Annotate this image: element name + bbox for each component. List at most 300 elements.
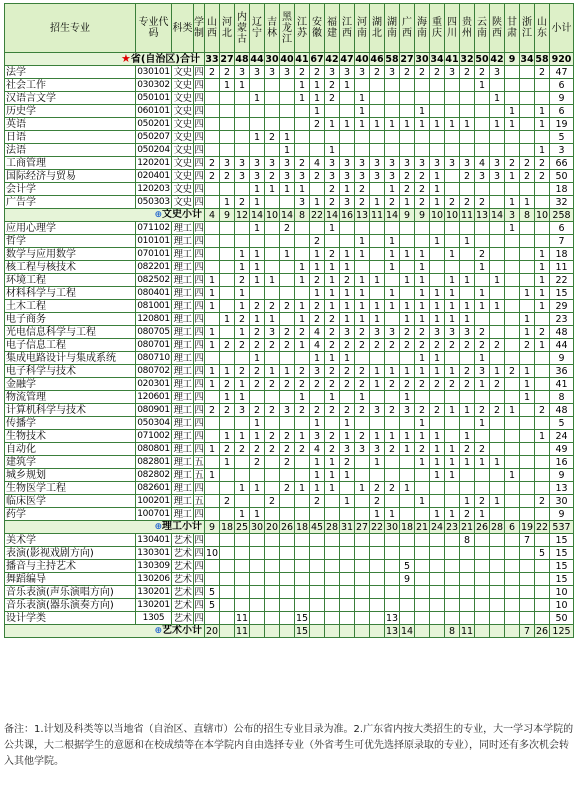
quota-cell: 1 <box>385 430 400 443</box>
quota-cell: 1 <box>400 482 415 495</box>
major-code: 082802 <box>137 469 170 480</box>
quota-cell <box>385 313 400 326</box>
major-name: 土木工程 <box>5 300 136 313</box>
major-code: 030302 <box>137 79 170 90</box>
quota-cell: 2 <box>385 443 400 456</box>
quota-cell: 1 <box>325 482 340 495</box>
quota-cell: 1 <box>520 313 535 326</box>
quota-cell: 3 <box>400 404 415 417</box>
quota-cell <box>505 248 520 261</box>
quota-cell <box>220 105 235 118</box>
quota-cell: 2 <box>535 326 550 339</box>
subtotal-row <box>5 521 574 534</box>
quota-cell: 2 <box>490 404 505 417</box>
quota-cell: 1 <box>430 352 445 365</box>
quota-cell: 2 <box>430 66 445 79</box>
table-row <box>5 222 574 235</box>
quota-cell: 1 <box>445 443 460 456</box>
quota-cell <box>280 92 295 105</box>
quota-cell <box>430 573 445 586</box>
quota-cell <box>385 586 400 599</box>
grand-total-value: 58 <box>385 53 399 65</box>
grand-total-label: 省(自治区)合计 <box>130 54 200 65</box>
major-years: 四 <box>194 430 204 442</box>
quota-cell: 1 <box>475 79 490 92</box>
quota-cell: 2 <box>220 404 235 417</box>
quota-cell: 2 <box>325 404 340 417</box>
quota-cell: 2 <box>355 365 370 378</box>
quota-cell: 1 <box>325 144 340 157</box>
quota-cell <box>520 235 535 248</box>
quota-cell <box>235 586 250 599</box>
quota-cell <box>370 547 385 560</box>
major-name: 光电信息科学与工程 <box>5 326 136 339</box>
subtotal-value <box>475 625 490 638</box>
major-code: 050207 <box>137 131 170 142</box>
quota-cell <box>445 352 460 365</box>
quota-cell <box>265 105 280 118</box>
quota-cell <box>355 495 370 508</box>
quota-cell: 1 <box>520 196 535 209</box>
quota-cell <box>445 599 460 612</box>
major-code: 082601 <box>137 482 170 493</box>
grand-total-value: 41 <box>295 53 309 65</box>
subtotal-value <box>370 625 385 638</box>
quota-cell: 2 <box>265 339 280 352</box>
major-type: 理工 <box>173 326 192 338</box>
subtotal-value: 9 <box>220 209 235 222</box>
quota-cell <box>280 547 295 560</box>
major-type: 艺术 <box>173 547 192 559</box>
quota-cell <box>490 326 505 339</box>
major-code: 130206 <box>137 573 170 584</box>
quota-cell: 1 <box>250 92 265 105</box>
quota-cell <box>220 300 235 313</box>
quota-cell: 2 <box>265 443 280 456</box>
quota-cell <box>325 612 340 625</box>
quota-cell: 1 <box>220 456 235 469</box>
quota-cell <box>400 144 415 157</box>
major-type: 文史 <box>173 92 192 104</box>
quota-cell <box>370 586 385 599</box>
subtotal-value: 27 <box>355 521 369 533</box>
quota-cell: 1 <box>520 378 535 391</box>
quota-cell: 19 <box>550 118 574 131</box>
header-province: 四川 <box>445 4 460 53</box>
subtotal-value: 14 <box>250 209 264 221</box>
quota-cell <box>295 599 310 612</box>
quota-cell <box>400 586 415 599</box>
quota-cell: 1 <box>340 352 355 365</box>
major-name: 社会工作 <box>5 79 136 92</box>
quota-cell <box>490 248 505 261</box>
major-name: 数学与应用数学 <box>5 248 136 261</box>
quota-cell: 2 <box>250 378 265 391</box>
quota-cell <box>385 105 400 118</box>
quota-cell <box>415 547 430 560</box>
quota-cell <box>220 222 235 235</box>
quota-cell <box>430 391 445 404</box>
subtotal-value: 15 <box>295 625 309 637</box>
quota-cell <box>355 586 370 599</box>
quota-cell <box>370 144 385 157</box>
quota-cell <box>280 79 295 92</box>
quota-cell <box>220 118 235 131</box>
major-name: 电子信息工程 <box>5 339 136 352</box>
header-province: 吉林 <box>265 4 280 53</box>
header-total: 小计 <box>550 4 574 53</box>
major-code: 120801 <box>137 313 170 324</box>
major-years: 四 <box>194 261 204 273</box>
table-row <box>5 404 574 417</box>
quota-cell <box>535 612 550 625</box>
quota-cell <box>235 495 250 508</box>
quota-cell: 1 <box>400 118 415 131</box>
quota-cell: 1 <box>250 313 265 326</box>
subtotal-value: 14 <box>385 209 399 221</box>
table-row <box>5 612 574 625</box>
quota-cell <box>220 417 235 430</box>
quota-cell <box>490 430 505 443</box>
quota-cell <box>235 144 250 157</box>
quota-cell: 1 <box>310 79 325 92</box>
quota-cell <box>415 131 430 144</box>
quota-cell: 1 <box>385 118 400 131</box>
quota-cell: 1 <box>295 313 310 326</box>
quota-cell <box>370 469 385 482</box>
quota-cell: 3 <box>415 157 430 170</box>
quota-cell: 2 <box>205 170 220 183</box>
quota-cell <box>220 508 235 521</box>
grand-total-value: 42 <box>325 53 339 65</box>
quota-cell: 2 <box>430 339 445 352</box>
subtotal-value: 19 <box>520 521 534 533</box>
quota-cell: 3 <box>490 157 505 170</box>
quota-cell: 1 <box>340 118 355 131</box>
quota-cell <box>490 261 505 274</box>
quota-cell: 16 <box>550 456 574 469</box>
quota-cell <box>535 456 550 469</box>
header-code: 专业代码 <box>136 4 172 53</box>
quota-cell <box>265 534 280 547</box>
quota-cell: 1 <box>520 365 535 378</box>
subtotal-value <box>280 625 295 638</box>
quota-cell <box>520 495 535 508</box>
quota-cell <box>205 430 220 443</box>
subtotal-value: 31 <box>340 521 354 533</box>
subtotal-value: 20 <box>265 521 279 533</box>
major-name: 会计学 <box>5 183 136 196</box>
major-name: 建筑学 <box>5 456 136 469</box>
header-years: 学制 <box>194 4 205 53</box>
quota-cell: 2 <box>265 131 280 144</box>
quota-cell <box>400 612 415 625</box>
table-row <box>5 183 574 196</box>
quota-cell <box>205 261 220 274</box>
quota-cell <box>325 586 340 599</box>
table-row <box>5 469 574 482</box>
table-row <box>5 391 574 404</box>
quota-cell <box>385 495 400 508</box>
quota-cell: 1 <box>400 365 415 378</box>
major-years: 四 <box>194 612 204 624</box>
major-code: 020301 <box>137 378 170 389</box>
major-type: 理工 <box>173 365 192 377</box>
table-row <box>5 560 574 573</box>
subtotal-value <box>355 625 370 638</box>
quota-cell <box>475 573 490 586</box>
quota-cell <box>280 105 295 118</box>
quota-cell: 2 <box>280 222 295 235</box>
quota-cell <box>535 469 550 482</box>
quota-cell <box>205 482 220 495</box>
quota-cell: 13 <box>550 482 574 495</box>
quota-cell <box>460 131 475 144</box>
quota-cell <box>460 79 475 92</box>
major-type: 文史 <box>173 196 192 208</box>
quota-cell: 36 <box>550 365 574 378</box>
quota-cell <box>520 118 535 131</box>
quota-cell <box>490 235 505 248</box>
quota-cell: 2 <box>250 365 265 378</box>
major-name: 音乐表演(器乐演奏方向) <box>5 599 136 612</box>
quota-cell <box>400 417 415 430</box>
quota-cell <box>475 144 490 157</box>
quota-cell <box>505 378 520 391</box>
quota-cell <box>415 599 430 612</box>
table-row <box>5 248 574 261</box>
subtotal-value: 20 <box>205 625 219 637</box>
quota-cell: 2 <box>325 92 340 105</box>
quota-cell <box>415 222 430 235</box>
table-row <box>5 586 574 599</box>
quota-cell <box>265 482 280 495</box>
quota-cell: 2 <box>325 248 340 261</box>
quota-cell <box>430 274 445 287</box>
quota-cell <box>505 352 520 365</box>
subtotal-value: 8 <box>520 209 535 222</box>
quota-cell <box>340 105 355 118</box>
quota-cell <box>220 560 235 573</box>
quota-cell: 5 <box>400 560 415 573</box>
quota-cell <box>235 560 250 573</box>
major-code: 071102 <box>137 222 170 233</box>
quota-cell <box>460 248 475 261</box>
subtotal-value: 22 <box>370 521 384 533</box>
subtotal-value: 13 <box>385 625 399 637</box>
quota-cell <box>205 222 220 235</box>
quota-cell: 1 <box>430 508 445 521</box>
quota-cell <box>250 287 265 300</box>
quota-cell <box>535 183 550 196</box>
quota-cell <box>220 482 235 495</box>
quota-cell <box>250 495 265 508</box>
quota-cell: 2 <box>475 339 490 352</box>
quota-cell: 3 <box>340 196 355 209</box>
quota-cell: 11 <box>235 612 249 624</box>
header-province: 河南 <box>355 4 370 53</box>
subtotal-value: 12 <box>235 209 249 221</box>
quota-cell: 2 <box>325 339 340 352</box>
quota-cell <box>415 534 430 547</box>
quota-cell <box>535 482 550 495</box>
major-name: 电子商务 <box>5 313 136 326</box>
quota-cell: 1 <box>295 300 310 313</box>
quota-cell: 4 <box>310 339 325 352</box>
quota-cell: 2 <box>250 339 265 352</box>
table-row <box>5 326 574 339</box>
quota-cell: 15 <box>550 534 574 547</box>
table-row <box>5 170 574 183</box>
quota-cell: 2 <box>310 313 325 326</box>
quota-cell: 1 <box>505 170 520 183</box>
major-name: 音乐表演(声乐演唱方向) <box>5 586 136 599</box>
subtotal-value: 16 <box>340 209 354 221</box>
quota-cell: 1 <box>220 196 235 209</box>
quota-cell <box>205 391 220 404</box>
quota-cell: 1 <box>475 508 490 521</box>
quota-cell: 9 <box>550 469 574 482</box>
table-row <box>5 66 574 79</box>
quota-cell: 3 <box>235 157 250 170</box>
quota-cell <box>295 352 310 365</box>
quota-cell: 8 <box>550 391 574 404</box>
quota-cell: 2 <box>385 196 400 209</box>
quota-cell: 3 <box>265 66 280 79</box>
major-years: 四 <box>194 534 204 546</box>
quota-cell <box>325 495 340 508</box>
quota-cell: 1 <box>400 391 415 404</box>
quota-cell: 1 <box>505 118 520 131</box>
quota-cell <box>250 560 265 573</box>
quota-cell: 1 <box>445 300 460 313</box>
quota-cell: 1 <box>475 352 490 365</box>
grand-total-value: 9 <box>505 53 520 66</box>
quota-cell: 49 <box>550 443 574 456</box>
quota-cell: 1 <box>535 339 550 352</box>
major-type: 文史 <box>173 170 192 182</box>
quota-cell: 3 <box>340 66 355 79</box>
quota-cell: 1 <box>325 118 340 131</box>
quota-cell <box>355 222 370 235</box>
quota-cell: 1 <box>490 495 505 508</box>
major-name: 集成电路设计与集成系统 <box>5 352 136 365</box>
quota-cell: 2 <box>460 339 475 352</box>
quota-cell: 1 <box>235 430 250 443</box>
header-province: 辽宁 <box>250 4 265 53</box>
quota-cell <box>340 534 355 547</box>
quota-cell <box>445 482 460 495</box>
quota-cell <box>490 196 505 209</box>
quota-cell <box>520 66 535 79</box>
quota-cell: 2 <box>310 300 325 313</box>
quota-cell: 1 <box>400 196 415 209</box>
major-years: 四 <box>194 79 204 91</box>
quota-cell: 1 <box>325 300 340 313</box>
quota-cell <box>370 248 385 261</box>
quota-cell <box>265 456 280 469</box>
quota-cell <box>535 222 550 235</box>
quota-cell: 3 <box>445 157 460 170</box>
quota-cell: 1 <box>265 313 280 326</box>
header-province: 山东 <box>535 4 550 53</box>
quota-cell <box>490 534 505 547</box>
quota-cell <box>205 118 220 131</box>
quota-cell: 2 <box>340 274 355 287</box>
quota-cell: 1 <box>235 300 250 313</box>
quota-cell <box>520 79 535 92</box>
quota-cell: 1 <box>490 365 505 378</box>
major-code: 030101 <box>137 66 170 77</box>
quota-cell: 1 <box>205 326 220 339</box>
quota-cell: 1 <box>220 430 235 443</box>
quota-cell: 1 <box>310 196 325 209</box>
major-code: 120601 <box>137 391 170 402</box>
quota-cell <box>535 391 550 404</box>
major-code: 050201 <box>137 118 170 129</box>
quota-cell <box>280 469 295 482</box>
quota-cell <box>400 92 415 105</box>
quota-cell <box>235 534 250 547</box>
quota-cell: 1 <box>340 261 355 274</box>
major-name: 历史学 <box>5 105 136 118</box>
quota-cell <box>505 235 520 248</box>
quota-cell: 3 <box>385 157 400 170</box>
quota-cell: 3 <box>430 326 445 339</box>
quota-cell: 2 <box>355 183 370 196</box>
quota-cell: 2 <box>460 508 475 521</box>
quota-cell: 1 <box>430 183 445 196</box>
quota-cell: 2 <box>325 326 340 339</box>
quota-cell <box>460 482 475 495</box>
subtotal-value: 18 <box>220 521 234 533</box>
quota-cell <box>460 352 475 365</box>
quota-cell: 7 <box>550 235 574 248</box>
quota-cell <box>295 222 310 235</box>
expand-icon: ⊕ <box>154 626 162 636</box>
quota-cell: 1 <box>325 222 340 235</box>
quota-cell: 3 <box>370 157 385 170</box>
quota-cell: 1 <box>460 313 475 326</box>
quota-cell <box>250 586 265 599</box>
major-code: 080701 <box>137 339 170 350</box>
quota-cell <box>385 222 400 235</box>
quota-cell: 3 <box>280 404 295 417</box>
quota-cell: 2 <box>385 404 400 417</box>
major-code: 082201 <box>137 261 170 272</box>
quota-cell <box>445 79 460 92</box>
quota-cell <box>355 261 370 274</box>
quota-cell <box>235 352 250 365</box>
grand-total-value: 34 <box>430 53 444 65</box>
subtotal-value: 14 <box>490 209 504 221</box>
quota-cell: 3 <box>445 326 460 339</box>
major-name: 英语 <box>5 118 136 131</box>
quota-cell <box>205 235 220 248</box>
quota-cell <box>340 573 355 586</box>
major-years: 四 <box>194 300 204 312</box>
quota-cell: 2 <box>325 443 340 456</box>
quota-cell <box>205 92 220 105</box>
quota-cell <box>265 547 280 560</box>
quota-cell <box>205 313 220 326</box>
quota-cell: 1 <box>415 365 430 378</box>
quota-cell <box>535 534 550 547</box>
quota-cell <box>430 534 445 547</box>
quota-cell <box>220 248 235 261</box>
subtotal-value: 21 <box>460 521 474 533</box>
quota-cell <box>340 144 355 157</box>
